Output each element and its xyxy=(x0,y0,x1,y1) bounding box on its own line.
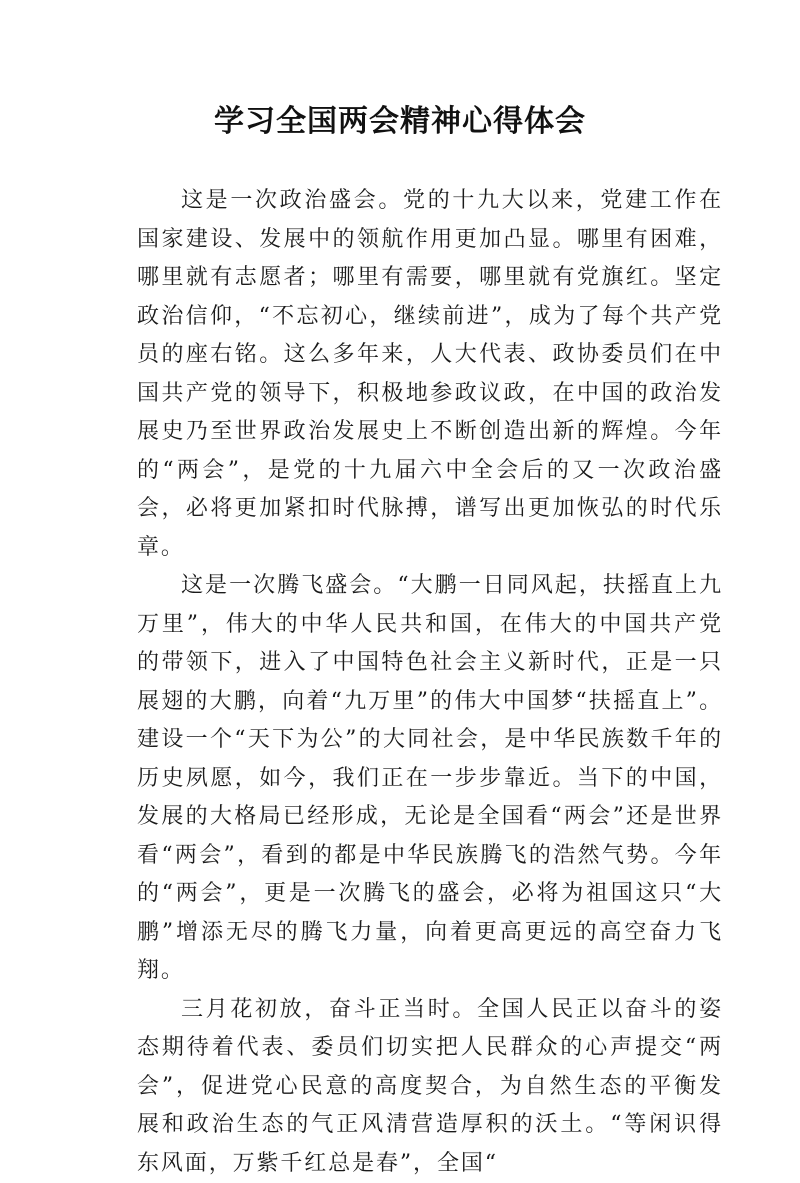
paragraph-march-striving: 三月花初放，奋斗正当时。全国人民正以奋斗的姿态期待着代表、委员们切实把人民群众的心声提交“两会”，促进党心民意的高度契合，为自然生态的平衡发展和政治生态的气正风清营造厚积的沃土。“等闲识得东风面，万紫千红总是春”，全国“ xyxy=(137,991,723,1183)
paragraph-political-conference: 这是一次政治盛会。党的十九大以来，党建工作在国家建设、发展中的领航作用更加凸显。哪里有困难，哪里就有志愿者；哪里有需要，哪里就有党旗红。坚定政治信仰，“不忘初心，继续前进”，成为了每个共产党员的座右铭。这么多年来，人大代表、政协委员们在中国共产党的领导下，积极地参政议政，在中国的政治发展史乃至世界政治发展史上不断创造出新的辉煌。今年的“两会”，是党的十九届六中全会后的又一次政治盛会，必将更加紧扣时代脉搏，谱写出更加恢弘的时代乐章。 xyxy=(137,182,723,567)
paragraph-soaring-conference: 这是一次腾飞盛会。“大鹏一日同风起，扶摇直上九万里”，伟大的中华人民共和国，在伟大的中国共产党的带领下，进入了中国特色社会主义新时代，正是一只展翅的大鹏，向着“九万里”的伟大中国梦“扶摇直上”。建设一个“天下为公”的大同社会，是中华民族数千年的历史夙愿，如今，我们正在一步步靠近。当下的中国，发展的大格局已经形成，无论是全国看“两会”还是世界看“两会”，看到的都是中华民族腾飞的浩然气势。今年的“两会”，更是一次腾飞的盛会，必将为祖国这只“大鹏”增添无尽的腾飞力量，向着更高更远的高空奋力飞翔。 xyxy=(137,567,723,991)
document-title: 学习全国两会精神心得体会 xyxy=(0,96,800,140)
document-body xyxy=(137,182,723,1183)
